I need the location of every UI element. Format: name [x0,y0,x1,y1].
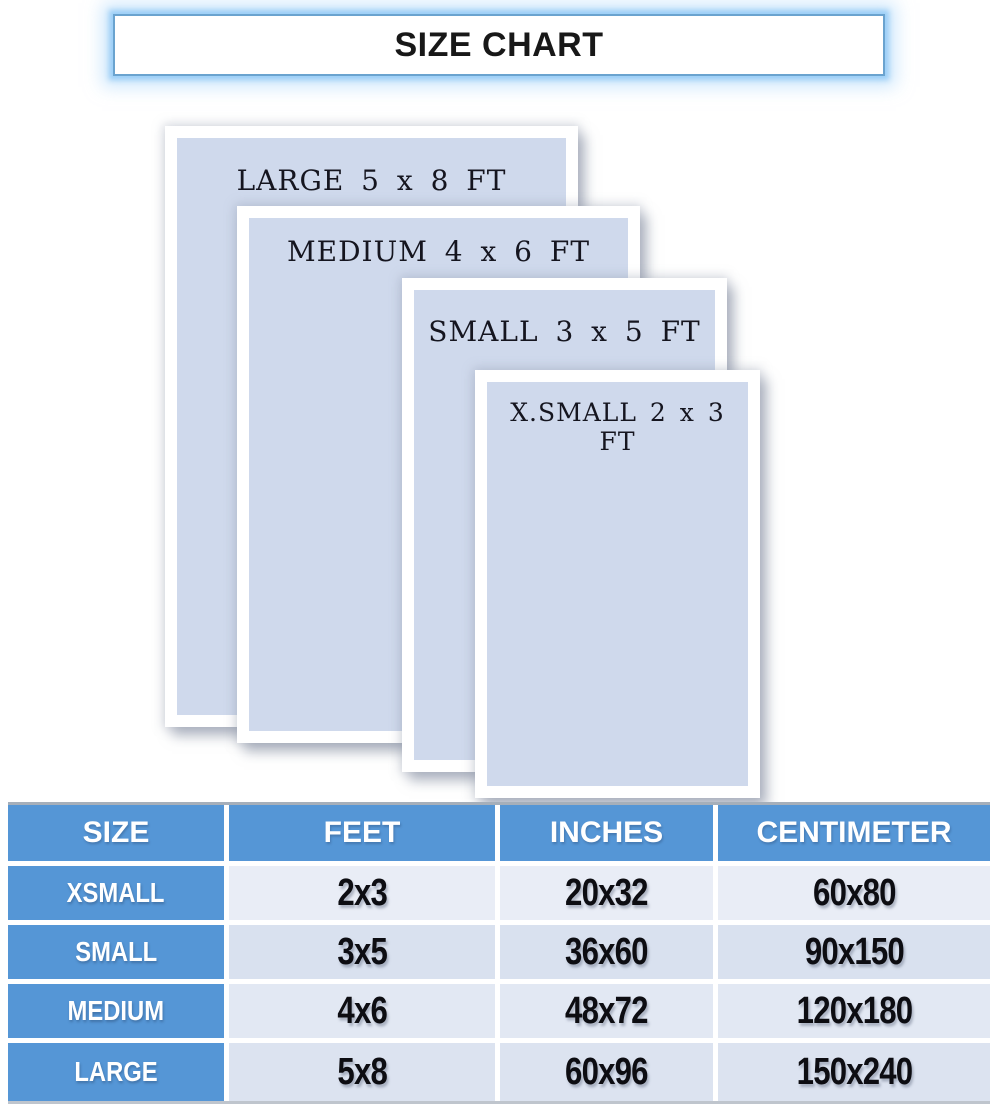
cell-value: 48x72 [565,989,648,1032]
cell-xsmall-feet [229,866,495,920]
cell-small-inches [500,925,713,979]
header-cell-feet [229,805,495,861]
header-centimeter-label: CENTIMETER [756,816,952,849]
cell-value: 2x3 [337,871,387,914]
cell-value: 4x6 [337,989,387,1032]
row-label-large [8,1043,224,1101]
page-title: SIZE CHART [394,25,604,64]
cell-value: 5x8 [337,1050,387,1093]
size-table [8,802,990,1104]
cell-value: 60x96 [565,1050,648,1093]
size-rect-xsmall-label: X.SMALL 2 x 3 FT [510,398,725,456]
header-size-label: SIZE [82,816,150,849]
cell-medium-feet [229,984,495,1038]
header-cell-inches [500,805,713,861]
cell-value: 3x5 [337,930,387,973]
row-label-medium [8,984,224,1038]
title-box [113,14,885,76]
cell-value: 120x180 [796,989,912,1032]
cell-large-feet [229,1043,495,1101]
cell-value: 90x150 [804,930,904,973]
cell-value: 36x60 [565,930,648,973]
row-label-xsmall [8,866,224,920]
header-cell-size [8,805,224,861]
cell-value: 150x240 [796,1050,912,1093]
header-inches-label: INCHES [549,816,664,849]
row-label-small [8,925,224,979]
cell-small-feet [229,925,495,979]
row-label-text: SMALL [75,936,157,967]
row-label-text: MEDIUM [67,995,165,1026]
cell-value: 20x32 [565,871,648,914]
size-rect-small-label: SMALL 3 x 5 FT [428,315,701,348]
cell-medium-centimeter [718,984,990,1038]
header-feet-label: FEET [323,816,401,849]
row-label-text: LARGE [74,1056,158,1087]
cell-value: 60x80 [812,871,896,914]
cell-xsmall-centimeter [718,866,990,920]
cell-large-centimeter [718,1043,990,1101]
row-label-text: XSMALL [67,877,165,908]
cell-medium-inches [500,984,713,1038]
header-cell-centimeter [718,805,990,861]
cell-xsmall-inches [500,866,713,920]
size-rect-medium-label: MEDIUM 4 x 6 FT [286,235,590,268]
cell-small-centimeter [718,925,990,979]
size-rect-large-label: LARGE 5 x 8 FT [236,164,507,197]
cell-large-inches [500,1043,713,1101]
size-rect-xsmall [475,370,760,798]
